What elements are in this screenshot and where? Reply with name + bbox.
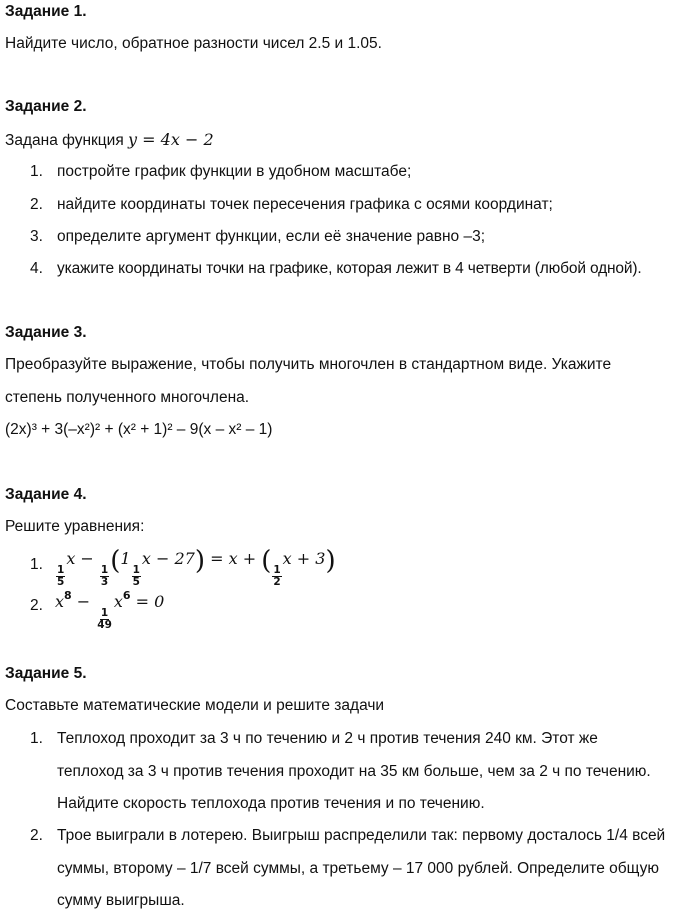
task2-item-1-number: 1.	[30, 163, 43, 180]
task5-p2-line1: Трое выиграли в лотерею. Выигрыш распределили так: первому досталось 1/4 всей	[57, 827, 666, 844]
task2-item-4-number: 4.	[30, 260, 43, 277]
task2-item-2-number: 2.	[30, 196, 43, 213]
task3-line2: степень полученного многочлена.	[5, 389, 250, 406]
task1-heading: Задание 1.	[5, 3, 87, 20]
task5-p2-number: 2.	[30, 827, 43, 844]
task5-p1-line3: Найдите скорость теплохода против течения и по течению.	[57, 795, 485, 812]
task4-heading: Задание 4.	[5, 486, 87, 503]
task2-intro: Задана функция	[5, 132, 124, 149]
task5-intro: Составьте математические модели и решите задачи	[5, 697, 385, 714]
task3-line1: Преобразуйте выражение, чтобы получить многочлен в стандартном виде. Укажите	[5, 356, 612, 373]
task4-intro: Решите уравнения:	[5, 518, 145, 535]
task4-eq2-number: 2.	[30, 597, 43, 614]
task2-item-2: найдите координаты точек пересечения графика с осями координат;	[57, 196, 553, 213]
task2-item-1: постройте график функции в удобном масштабе;	[57, 163, 412, 180]
task4-eq1-number: 1.	[30, 556, 43, 573]
task5-heading: Задание 5.	[5, 665, 87, 682]
task3-expression: (2x)³ + 3(–x²)² + (x² + 1)² – 9(x – x² – 1)	[5, 421, 273, 438]
task2-heading: Задание 2.	[5, 98, 87, 115]
task2-item-3: определите аргумент функции, если её значение равно –3;	[57, 228, 486, 245]
task5-p1-number: 1.	[30, 730, 43, 747]
task2-intro-line	[5, 130, 214, 150]
task2-function: y = 4x − 2	[128, 130, 214, 149]
task2-item-3-number: 3.	[30, 228, 43, 245]
task1-text: Найдите число, обратное разности чисел 2.5 и 1.05.	[5, 35, 382, 52]
task3-heading: Задание 3.	[5, 324, 87, 341]
task2-item-4: укажите координаты точки на графике, которая лежит в 4 четверти (любой одной).	[57, 260, 642, 277]
task5-p1-line2: теплоход за 3 ч против течения проходит на 35 км больше, чем за 2 ч по течению.	[57, 763, 651, 780]
task5-p2-line3: сумму выигрыша.	[57, 892, 185, 909]
task5-p2-line2: суммы, второму – 1/7 всей суммы, а третьему – 17 000 рублей. Определите общую	[57, 860, 659, 877]
task4-eq1: $\frac{1}{5}$ x − $\frac{1}{3}$ (1 $\frac{1}{5}$ x − 27) = x + ( $\frac{1}{2}$ x + 3)	[57, 546, 336, 589]
task4-eq2: $x^8$ − $\frac{1}{49}$ $x^6 = 0$	[55, 589, 165, 632]
task5-p1-line1: Теплоход проходит за 3 ч по течению и 2 ч против течения 240 км. Этот же	[57, 730, 598, 747]
